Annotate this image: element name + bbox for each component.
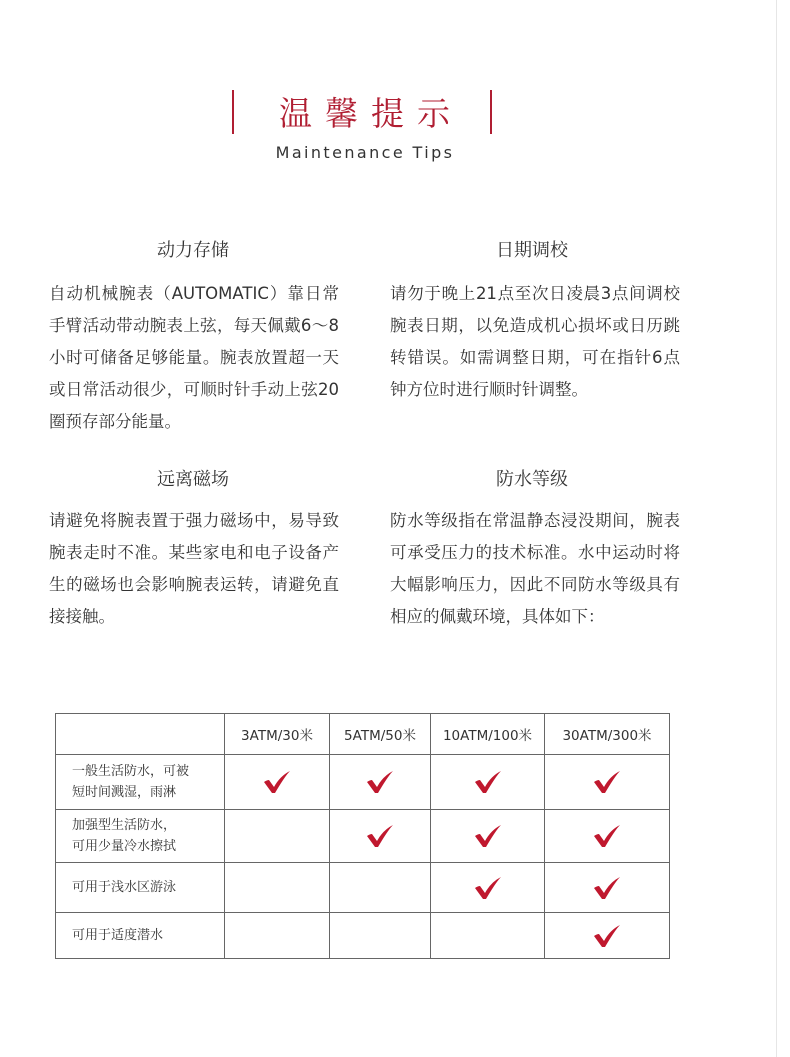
title-right-bar	[490, 90, 492, 134]
water-resistance-table	[55, 713, 670, 959]
check-cell	[330, 863, 431, 913]
row-label-line: 短时间溅湿，雨淋	[72, 785, 177, 800]
check-cell	[225, 863, 330, 913]
section-title-magnetic-field: 远离磁场	[157, 469, 229, 490]
row-label	[56, 913, 225, 959]
red-check-mark-icon	[593, 824, 621, 848]
check-cell	[225, 810, 330, 863]
check-cell	[545, 755, 670, 810]
red-check-mark-icon	[474, 824, 502, 848]
red-check-mark-icon	[593, 770, 621, 794]
row-label-line: 可用少量冷水擦拭	[72, 839, 177, 854]
red-check-mark-icon	[263, 770, 291, 794]
red-check-mark-icon	[366, 770, 394, 794]
table-row	[56, 755, 670, 810]
page-subtitle: Maintenance Tips	[275, 143, 455, 162]
check-cell	[545, 863, 670, 913]
title-left-bar	[232, 90, 234, 134]
check-cell	[330, 810, 431, 863]
page-edge-line	[776, 0, 777, 1057]
check-cell	[225, 755, 330, 810]
table-corner-cell	[56, 714, 225, 755]
column-header-10atm: 10ATM/100米	[431, 714, 545, 755]
section-title-water-resistance: 防水等级	[496, 469, 568, 490]
row-label	[56, 810, 225, 863]
table-header-row	[56, 714, 670, 755]
red-check-mark-icon	[474, 876, 502, 900]
check-cell	[330, 755, 431, 810]
red-check-mark-icon	[593, 924, 621, 948]
check-cell	[431, 810, 545, 863]
column-header-30atm: 30ATM/300米	[545, 714, 670, 755]
table-row	[56, 863, 670, 913]
column-header-3atm: 3ATM/30米	[225, 714, 330, 755]
section-body-date-setting: 请勿于晚上21点至次日凌晨3点间调校腕表日期，以免造成机心损坏或日历跳转错误。如需调整日期，可在指针6点钟方位时进行顺时针调整。	[390, 284, 680, 399]
check-cell	[431, 755, 545, 810]
check-cell	[431, 863, 545, 913]
row-label-line: 可用于适度潜水	[72, 928, 164, 943]
section-body-water-resistance: 防水等级指在常温静态浸没期间，腕表可承受压力的技术标准。水中运动时将大幅影响压力，因此不同防水等级具有相应的佩戴环境，具体如下：	[390, 511, 680, 626]
check-cell	[431, 913, 545, 959]
row-label-line: 可用于浅水区游泳	[72, 880, 177, 895]
table-row	[56, 810, 670, 863]
section-title-power-reserve: 动力存储	[157, 240, 229, 261]
red-check-mark-icon	[593, 876, 621, 900]
column-header-5atm: 5ATM/50米	[330, 714, 431, 755]
check-cell	[545, 810, 670, 863]
red-check-mark-icon	[474, 770, 502, 794]
section-body-magnetic-field: 请避免将腕表置于强力磁场中，易导致腕表走时不准。某些家电和电子设备产生的磁场也会影响腕表运转，请避免直接接触。	[49, 511, 339, 626]
check-cell	[330, 913, 431, 959]
row-label-line: 一般生活防水，可被	[72, 764, 190, 779]
red-check-mark-icon	[366, 824, 394, 848]
row-label	[56, 755, 225, 810]
check-cell	[545, 913, 670, 959]
row-label-line: 加强型生活防水，	[72, 818, 177, 833]
section-title-date-setting: 日期调校	[496, 240, 568, 261]
table-row	[56, 913, 670, 959]
section-body-power-reserve: 自动机械腕表（AUTOMATIC）靠日常手臂活动带动腕表上弦，每天佩戴6～8小时可储备足够能量。腕表放置超一天或日常活动很少，可顺时针手动上弦20圈预存部分能量。	[49, 284, 339, 431]
row-label	[56, 863, 225, 913]
check-cell	[225, 913, 330, 959]
page-title: 温馨提示	[279, 94, 463, 133]
